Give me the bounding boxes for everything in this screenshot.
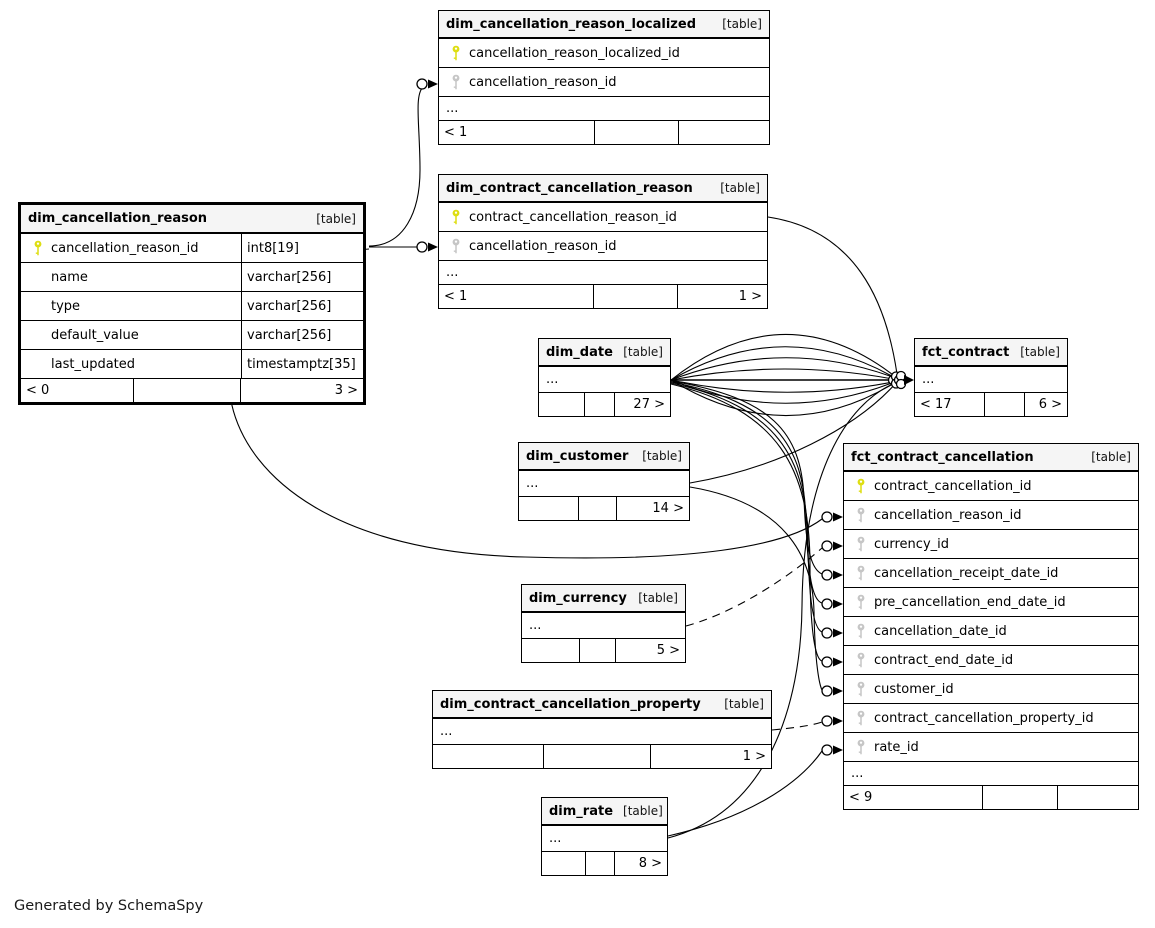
- column-name: contract_cancellation_id: [874, 478, 1032, 494]
- arrowhead: [428, 243, 438, 252]
- table-footer: [433, 745, 771, 768]
- implied-relationship-edge: [772, 722, 822, 730]
- arrowhead: [833, 513, 843, 522]
- table-header[interactable]: [439, 175, 767, 203]
- table-title[interactable]: dim_customer: [526, 448, 629, 464]
- relationship-edge: [671, 347, 897, 380]
- column-type: varchar[256]: [241, 321, 363, 349]
- table-type-badge: [table]: [642, 449, 682, 463]
- table-node-fct-contract[interactable]: [914, 338, 1068, 417]
- column-row: [844, 472, 1138, 501]
- relationship-edge: [671, 369, 898, 380]
- zero-or-one-connector: [417, 242, 427, 252]
- zero-or-one-connector: [822, 599, 832, 609]
- column-name: cancellation_date_id: [874, 623, 1007, 639]
- middle-cell: [593, 285, 676, 308]
- columns-ellipsis: ...: [439, 261, 767, 285]
- table-node-dim-contract-cancellation-reason[interactable]: [438, 174, 768, 309]
- parent-count-cell: [519, 497, 578, 520]
- table-title[interactable]: dim_cancellation_reason_localized: [446, 16, 696, 32]
- parent-count-cell: [539, 393, 584, 416]
- middle-cell: [578, 497, 615, 520]
- table-title[interactable]: dim_currency: [529, 590, 627, 606]
- child-count-cell: 6 >: [1024, 393, 1067, 416]
- column-row: [439, 203, 767, 232]
- table-node-dim-cancellation-reason[interactable]: [18, 202, 366, 405]
- parent-count-cell: < 0: [26, 383, 50, 398]
- column-type: varchar[256]: [241, 263, 363, 291]
- table-title[interactable]: dim_contract_cancellation_reason: [446, 180, 693, 196]
- column-row: [844, 588, 1138, 617]
- table-header[interactable]: [915, 339, 1067, 367]
- column-name: customer_id: [874, 681, 954, 697]
- zero-or-one-connector: [822, 657, 832, 667]
- table-type-badge: [table]: [623, 804, 663, 818]
- column-row: [844, 646, 1138, 675]
- table-node-dim-date[interactable]: [538, 338, 671, 417]
- table-footer: [915, 393, 1067, 416]
- column-name: pre_cancellation_end_date_id: [874, 594, 1066, 610]
- foreign-key-icon: [850, 507, 872, 523]
- child-count-cell: 1 >: [677, 285, 767, 308]
- zero-or-one-connector: [822, 745, 832, 755]
- table-header[interactable]: [539, 339, 670, 367]
- column-name: cancellation_reason_id: [874, 507, 1022, 523]
- table-type-badge: [table]: [623, 345, 663, 359]
- arrowhead: [833, 746, 843, 755]
- columns-ellipsis: ...: [439, 97, 769, 121]
- column-name: last_updated: [51, 356, 136, 372]
- table-header[interactable]: [433, 691, 771, 719]
- column-row: [21, 234, 363, 263]
- table-header[interactable]: [439, 11, 769, 39]
- table-type-badge: [table]: [1091, 450, 1131, 464]
- table-header[interactable]: [542, 798, 667, 826]
- foreign-key-icon: [445, 238, 467, 254]
- foreign-key-icon: [850, 681, 872, 697]
- column-row: [844, 617, 1138, 646]
- zero-or-one-connector: [822, 628, 832, 638]
- column-type: varchar[256]: [241, 292, 363, 320]
- table-footer: [542, 852, 667, 875]
- table-title[interactable]: fct_contract_cancellation: [851, 449, 1034, 465]
- arrowhead: [833, 629, 843, 638]
- middle-cell: [594, 121, 678, 144]
- columns-ellipsis: ...: [519, 471, 689, 497]
- child-count-cell: [678, 121, 769, 144]
- column-row: [21, 350, 363, 379]
- column-row: [844, 675, 1138, 704]
- foreign-key-icon: [850, 739, 872, 755]
- middle-cell: [982, 786, 1057, 809]
- parent-count-cell: [433, 745, 543, 768]
- middle-cell: [543, 745, 649, 768]
- middle-cell: [579, 639, 615, 662]
- column-name: type: [51, 298, 81, 314]
- column-name: cancellation_reason_id: [51, 240, 199, 256]
- zero-or-one-connector: [822, 570, 832, 580]
- table-type-badge: [table]: [638, 591, 678, 605]
- zero-or-one-connector: [822, 512, 832, 522]
- column-name: cancellation_reason_id: [469, 74, 617, 90]
- table-node-fct-contract-cancellation[interactable]: [843, 443, 1139, 810]
- middle-cell: [133, 379, 241, 402]
- column-row: [844, 530, 1138, 559]
- table-node-dim-customer[interactable]: [518, 442, 690, 521]
- child-count-cell: 1 >: [650, 745, 771, 768]
- arrowhead: [833, 717, 843, 726]
- foreign-key-icon: [850, 623, 872, 639]
- table-footer: [539, 393, 670, 416]
- column-name: cancellation_receipt_date_id: [874, 565, 1059, 581]
- column-name: default_value: [51, 327, 139, 343]
- column-name: rate_id: [874, 739, 919, 755]
- table-footer: [439, 285, 767, 308]
- relationship-edge: [671, 381, 822, 574]
- table-header[interactable]: [522, 585, 685, 613]
- column-name: contract_end_date_id: [874, 652, 1014, 668]
- table-node-dim-rate[interactable]: [541, 797, 668, 876]
- primary-key-icon: [445, 209, 467, 225]
- column-row: [844, 704, 1138, 733]
- table-title[interactable]: dim_rate: [549, 803, 614, 819]
- table-footer: [844, 786, 1138, 809]
- primary-key-icon: [850, 478, 872, 494]
- column-row: [844, 501, 1138, 530]
- table-header[interactable]: [844, 444, 1138, 472]
- column-row: [439, 68, 769, 97]
- column-row: [844, 733, 1138, 762]
- column-row: [439, 232, 767, 261]
- column-name: cancellation_reason_id: [469, 238, 617, 254]
- child-count-cell: [1057, 786, 1138, 809]
- table-node-dim-currency[interactable]: [521, 584, 686, 663]
- arrowhead: [833, 571, 843, 580]
- table-title[interactable]: dim_cancellation_reason: [28, 211, 208, 226]
- zero-or-one-connector: [417, 79, 427, 89]
- table-node-dim-contract-cancellation-property[interactable]: [432, 690, 772, 769]
- middle-cell: [585, 852, 614, 875]
- table-header[interactable]: [21, 205, 363, 234]
- child-count-cell: 14 >: [616, 497, 689, 520]
- column-type: timestamptz[35]: [241, 350, 363, 378]
- foreign-key-icon: [850, 536, 872, 552]
- foreign-key-icon: [445, 74, 467, 90]
- column-row: [844, 559, 1138, 588]
- column-name: currency_id: [874, 536, 950, 552]
- zero-or-one-connector: [822, 716, 832, 726]
- foreign-key-icon: [850, 565, 872, 581]
- foreign-key-icon: [850, 652, 872, 668]
- table-type-badge: [table]: [1020, 345, 1060, 359]
- child-count-cell: 5 >: [615, 639, 685, 662]
- table-node-dim-cancellation-reason-localized[interactable]: [438, 10, 770, 145]
- table-type-badge: [table]: [722, 17, 762, 31]
- relationship-edge: [671, 384, 822, 661]
- column-name: name: [51, 269, 88, 285]
- child-count-cell: 8 >: [614, 852, 667, 875]
- arrowhead: [833, 600, 843, 609]
- parent-count-cell: < 9: [849, 790, 873, 805]
- relationship-edge: [671, 380, 897, 403]
- parent-count-cell: [522, 639, 579, 662]
- table-title[interactable]: fct_contract: [922, 344, 1010, 360]
- arrowhead: [904, 375, 914, 385]
- middle-cell: [584, 393, 614, 416]
- table-footer: [21, 379, 363, 402]
- table-title[interactable]: dim_contract_cancellation_property: [440, 696, 701, 712]
- relationship-edge: [671, 380, 896, 416]
- table-type-badge: [table]: [724, 697, 764, 711]
- foreign-key-icon: [850, 594, 872, 610]
- table-header[interactable]: [519, 443, 689, 471]
- parent-count-cell: < 17: [920, 397, 952, 412]
- primary-key-icon: [27, 240, 49, 256]
- columns-ellipsis: ...: [844, 762, 1138, 786]
- table-type-badge: [table]: [720, 181, 760, 195]
- parent-count-cell: [542, 852, 585, 875]
- column-row: [21, 263, 363, 292]
- column-type: int8[19]: [241, 234, 363, 262]
- column-row: [21, 321, 363, 350]
- column-row: [21, 292, 363, 321]
- columns-ellipsis: ...: [522, 613, 685, 639]
- foreign-key-icon: [850, 710, 872, 726]
- relationship-edge: [369, 87, 423, 246]
- column-name: contract_cancellation_property_id: [874, 710, 1094, 726]
- arrowhead: [833, 658, 843, 667]
- arrowhead: [833, 542, 843, 551]
- generator-credit: Generated by SchemaSpy: [14, 898, 204, 914]
- table-footer: [519, 497, 689, 520]
- column-name: cancellation_reason_localized_id: [469, 45, 680, 61]
- zero-or-one-connector: [822, 686, 832, 696]
- child-count-cell: 3 >: [240, 379, 363, 402]
- primary-key-icon: [445, 45, 467, 61]
- column-row: [439, 39, 769, 68]
- column-name: contract_cancellation_reason_id: [469, 209, 677, 225]
- table-type-badge: [table]: [316, 211, 356, 226]
- arrowhead: [833, 687, 843, 696]
- zero-or-one-connector: [822, 541, 832, 551]
- arrowhead: [428, 80, 438, 89]
- relationship-edge: [768, 217, 897, 374]
- columns-ellipsis: ...: [539, 367, 670, 393]
- columns-ellipsis: ...: [915, 367, 1067, 393]
- child-count-cell: 27 >: [614, 393, 670, 416]
- columns-ellipsis: ...: [542, 826, 667, 852]
- table-footer: [522, 639, 685, 662]
- relationship-edge: [671, 383, 822, 632]
- table-title[interactable]: dim_date: [546, 344, 613, 360]
- parent-count-cell: < 1: [444, 125, 468, 140]
- middle-cell: [984, 393, 1024, 416]
- parent-count-cell: < 1: [444, 289, 468, 304]
- columns-ellipsis: ...: [433, 719, 771, 745]
- table-footer: [439, 121, 769, 144]
